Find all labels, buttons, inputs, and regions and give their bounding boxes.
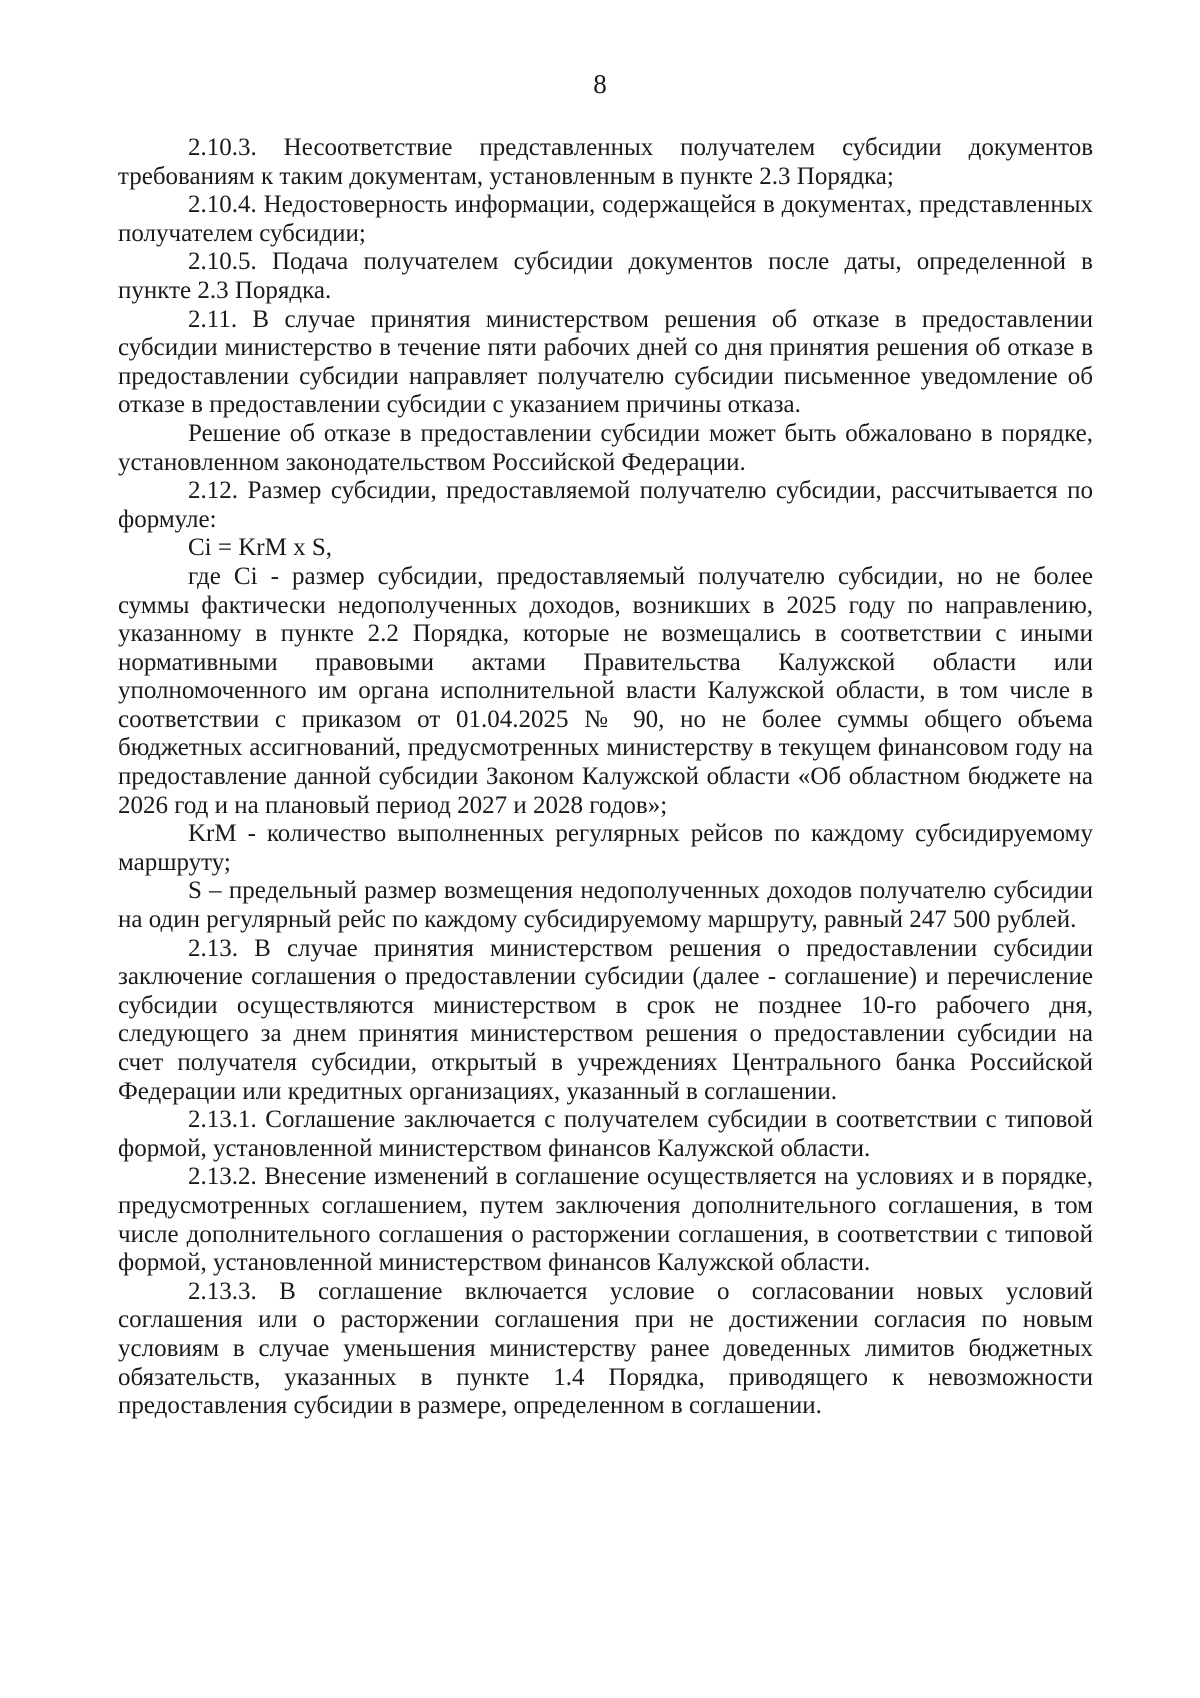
paragraph-2-10-5: 2.10.5. Подача получателем субсидии документов после даты, определенной в пункте 2.3 Порядка. bbox=[118, 248, 1093, 304]
paragraph-2-11: 2.11. В случае принятия министерством решения об отказе в предоставлении субсидии министерство в течение пяти рабочих дней со дня принятия решения об отказе в предоставлении субсидии направляет получателю субсидии письменное уведомление об отказе в предоставлении субсидии с указанием причины отказа. bbox=[118, 305, 1093, 419]
paragraph-appeal: Решение об отказе в предоставлении субсидии может быть обжаловано в порядке, установленном законодательством Российской Федерации. bbox=[118, 419, 1093, 476]
paragraph-2-12: 2.12. Размер субсидии, предоставляемой получателю субсидии, рассчитывается по формуле: bbox=[118, 477, 1093, 533]
formula-definition-ci: где Ci - размер субсидии, предоставляемый получателю субсидии, но не более суммы фактически недополученных доходов, возникших в 2025 году по направлению, указанному в пункте 2.2 Порядка, которые не возмещались в соответствии с иными нормативными правовыми актами Правительства Калужской области или уполномоченного им органа исполнительной власти Калужской области, в том числе в соответствии с приказом от 01.04.2025 № 90, но не более суммы общего объема бюджетных ассигнований, предусмотренных министерству в текущем финансовом году на предоставление данной субсидии Законом Калужской области «Об областном бюджете на 2026 год и на плановый период 2027 и 2028 годов»; bbox=[118, 562, 1093, 819]
paragraph-2-13: 2.13. В случае принятия министерством решения о предоставлении субсидии заключение соглашения о предоставлении субсидии (далее - соглашение) и перечисление субсидии осуществляются министерством в срок не позднее 10-го рабочего дня, следующего за днем принятия министерством решения о предоставлении субсидии на счет получателя субсидии, открытый в учреждениях Центрального банка Российской Федерации или кредитных организациях, указанный в соглашении. bbox=[118, 934, 1093, 1105]
paragraph-2-13-2: 2.13.2. Внесение изменений в соглашение осуществляется на условиях и в порядке, предусмотренных соглашением, путем заключения дополнительного соглашения, в том числе дополнительного соглашения о расторжении соглашения, в соответствии с типовой формой, установленной министерством финансов Калужской области. bbox=[118, 1163, 1093, 1277]
paragraph-2-13-3: 2.13.3. В соглашение включается условие о согласовании новых условий соглашения или о расторжении соглашения при не достижении согласия по новым условиям в случае уменьшения министерству ранее доведенных лимитов бюджетных обязательств, указанных в пункте 1.4 Порядка, приводящего к невозможности предоставления субсидии в размере, определенном в соглашении. bbox=[118, 1277, 1093, 1420]
subsidy-formula: Ci = KrM x S, bbox=[188, 534, 332, 562]
page-number: 8 bbox=[593, 69, 607, 99]
paragraph-2-10-3: 2.10.3. Несоответствие представленных получателем субсидии документов требованиям к таким документам, установленным в пункте 2.3 Порядка; bbox=[118, 134, 1093, 190]
formula-definition-krm: KrM - количество выполненных регулярных рейсов по каждому субсидируемому маршруту; bbox=[118, 820, 1093, 876]
document-body bbox=[118, 134, 1093, 1421]
formula-definition-s: S – предельный размер возмещения недополученных доходов получателю субсидии на один регулярный рейс по каждому субсидируемому маршруту, равный 247 500 рублей. bbox=[118, 877, 1093, 934]
paragraph-2-10-4: 2.10.4. Недостоверность информации, содержащейся в документах, представленных получателем субсидии; bbox=[118, 191, 1093, 247]
paragraph-2-13-1: 2.13.1. Соглашение заключается с получателем субсидии в соответствии с типовой формой, установленной министерством финансов Калужской области. bbox=[118, 1106, 1093, 1162]
